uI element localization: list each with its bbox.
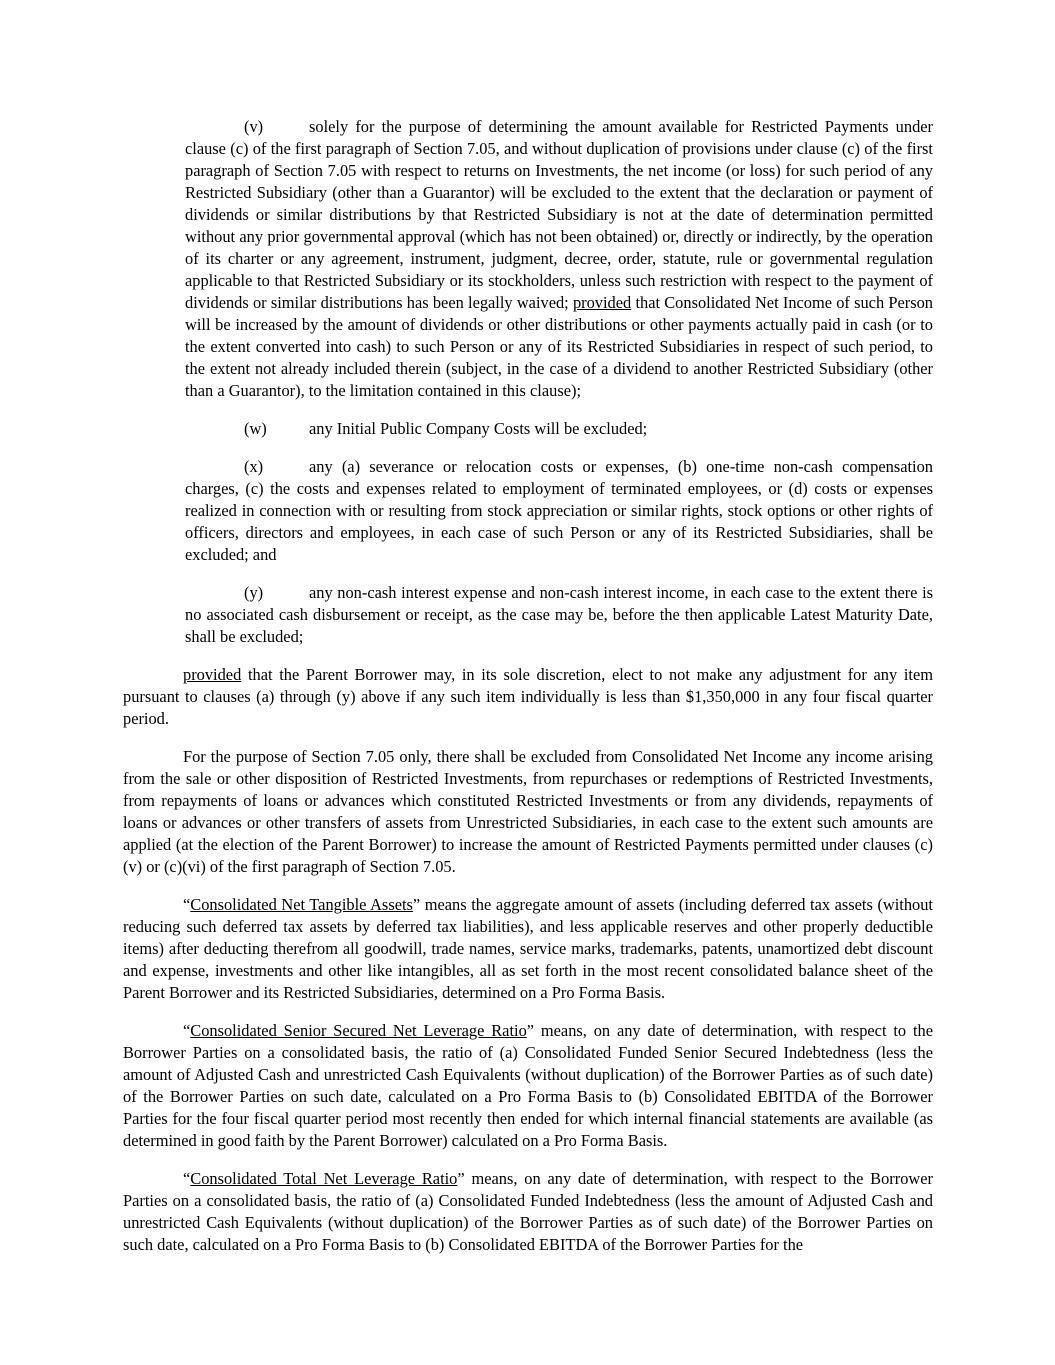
text-run: “ — [183, 1169, 191, 1188]
proviso-paragraph — [123, 664, 933, 730]
clause-label: (y) — [244, 583, 264, 602]
underlined-term: Consolidated Total Net Leverage Ratio — [190, 1169, 458, 1188]
text-run: that Consolidated Net Income of such Person will be increased by the amount of dividends or other distributions or other payments actually paid in cash (or to the extent converted into cash) to such Person or any of its Restricted Subsidiaries in respect of such period, to the extent not already included therein (subject, in the case of a dividend to another Restricted Subsidiary (other than a Guarantor), to the limitation contained in this clause); — [185, 293, 933, 400]
clause-label: (x) — [244, 457, 264, 476]
clause-label: (v) — [244, 117, 264, 136]
consolidated-senior-secured-net-leverage-ratio-definition — [123, 1020, 933, 1152]
text-run: “ — [183, 1021, 191, 1040]
text-run: “ — [183, 895, 191, 914]
clause-label: (w) — [244, 419, 267, 438]
text-run: any non-cash interest expense and non-cash interest income, in each case to the extent there is no associated cash disbursement or receipt, as the case may be, before the then applicable Latest Maturity Date, shall be excluded; — [185, 583, 933, 646]
consolidated-total-net-leverage-ratio-definition — [123, 1168, 933, 1256]
text-run: any (a) severance or relocation costs or expenses, (b) one-time non-cash compensation charges, (c) the costs and expenses related to employment of terminated employees, or (d) costs or expenses realized in connection with or resulting from stock appreciation or similar rights, stock options or other rights of officers, directors and employees, in each case of such Person or any of its Restricted Subsidiaries, shall be excluded; and — [185, 457, 933, 564]
underlined-term: provided — [183, 665, 242, 684]
clause-w-paragraph — [185, 418, 933, 440]
consolidated-net-tangible-assets-definition — [123, 894, 933, 1004]
text-run: that the Parent Borrower may, in its sole discretion, elect to not make any adjustment for any item pursuant to clauses (a) through (y) above if any such item individually is less than $1,350,000 in any four fiscal quarter period. — [123, 665, 933, 728]
text-run: any Initial Public Company Costs will be excluded; — [309, 419, 648, 438]
underlined-term: Consolidated Senior Secured Net Leverage Ratio — [190, 1021, 527, 1040]
underlined-term: provided — [572, 293, 632, 312]
text-run: ” means, on any date of determination, with respect to the Borrower Parties on a consolidated basis, the ratio of (a) Consolidated Funded Indebtedness (less the amount of Adjusted Cash and unrestricted Cash Equivalents (without duplication) of the Borrower Parties as of such date) of the Borrower Parties on such date, calculated on a Pro Forma Basis to (b) Consolidated EBITDA of the Borrower Parties for the — [123, 1169, 933, 1254]
text-run: solely for the purpose of determining the amount available for Restricted Payments under clause (c) of the first paragraph of Section 7.05, and without duplication of provisions under clause (c) of the first paragraph of Section 7.05 with respect to returns on Investments, the net income (or loss) for such period of any Restricted Subsidiary (other than a Guarantor) will be excluded to the extent that the declaration or payment of dividends or similar distributions by that Restricted Subsidiary is not at the date of determination permitted without any prior governmental approval (which has not been obtained) or, directly or indirectly, by the operation of its charter or any agreement, instrument, judgment, decree, order, statute, rule or governmental regulation applicable to that Restricted Subsidiary or its stockholders, unless such restriction with respect to the payment of dividends or similar distributions has been legally waived; — [185, 117, 933, 312]
text-run: ” means the aggregate amount of assets (including deferred tax assets (without reducing such deferred tax assets by deferred tax liabilities), and less applicable reserves and other properly deductible items) after deducting therefrom all goodwill, trade names, service marks, trademarks, patents, unamortized debt discount and expense, investments and other like intangibles, all as set forth in the most recent consolidated balance sheet of the Parent Borrower and its Restricted Subsidiaries, determined on a Pro Forma Basis. — [123, 895, 933, 1002]
underlined-term: Consolidated Net Tangible Assets — [190, 895, 413, 914]
text-run: For the purpose of Section 7.05 only, there shall be excluded from Consolidated Net Income any income arising from the sale or other disposition of Restricted Investments, from repurchases or redemptions of Restricted Investments, from repayments of loans or advances which constituted Restricted Investments or from any dividends, repayments of loans or advances or other transfers of assets from Unrestricted Subsidiaries, in each case to the extent such amounts are applied (at the election of the Parent Borrower) to increase the amount of Restricted Payments permitted under clauses (c)(v) or (c)(vi) of the first paragraph of Section 7.05. — [123, 747, 933, 876]
clause-x-paragraph — [185, 456, 933, 566]
clause-y-paragraph — [185, 582, 933, 648]
section-705-exclusion-paragraph — [123, 746, 933, 878]
text-run: ” means, on any date of determination, with respect to the Borrower Parties on a consolidated basis, the ratio of (a) Consolidated Funded Senior Secured Indebtedness (less the amount of Adjusted Cash and unrestricted Cash Equivalents (without duplication) of the Borrower Parties as of such date) of the Borrower Parties on such date, calculated on a Pro Forma Basis to (b) Consolidated EBITDA of the Borrower Parties for the four fiscal quarter period most recently then ended for which internal financial statements are available (as determined in good faith by the Parent Borrower) calculated on a Pro Forma Basis. — [123, 1021, 933, 1150]
clause-v-paragraph — [185, 116, 933, 402]
